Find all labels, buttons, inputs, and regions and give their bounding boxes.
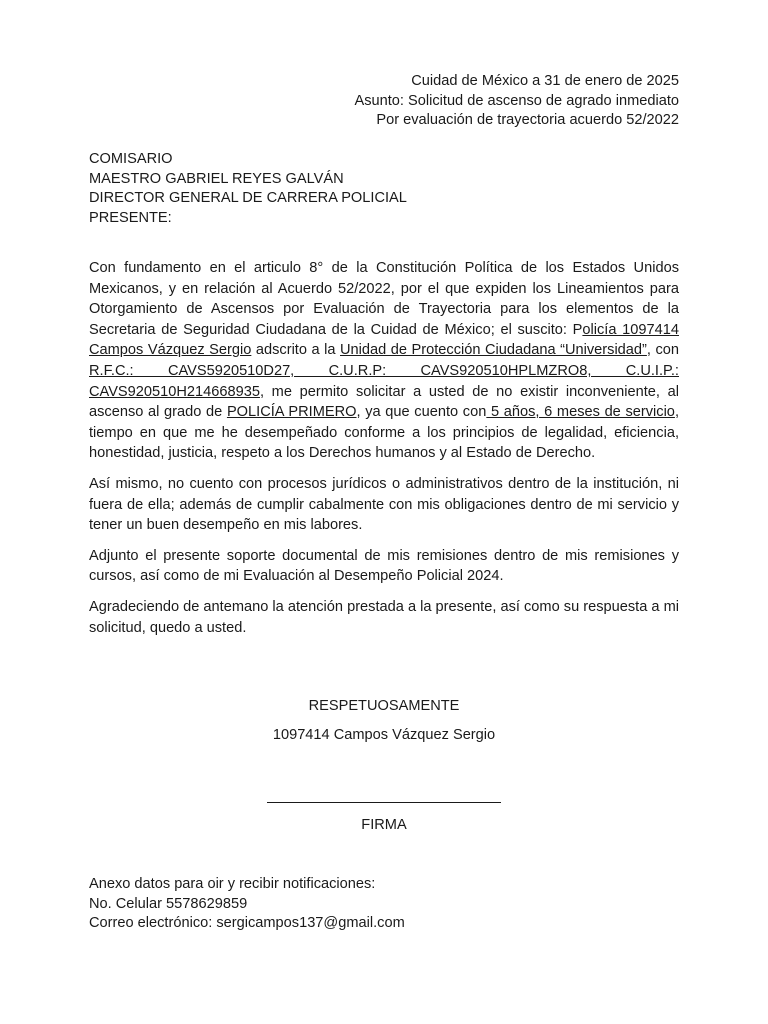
- annex-email: Correo electrónico: sergicampos137@gmail.com: [89, 915, 405, 931]
- reference-line: Por evaluación de trayectoria acuerdo 52/2022: [376, 112, 679, 128]
- request-text: , me permito solicitar a usted de no existir inconveniente, al ascenso al grado de: [89, 383, 679, 421]
- request-text: , tiempo en que me he desempeñado conforme a los principios de legalidad, eficiencia, honestidad, justicia, respeto a los Derechos humanos y al Estado de Derecho.: [89, 404, 679, 462]
- subject-line: Asunto: Solicitud de ascenso de agrado inmediato: [354, 92, 679, 109]
- annex-block: [89, 875, 679, 934]
- request-text: Con fundamento en el articulo 8° de la Constitución Política de los Estados Unidos Mexicanos, y en relación al Acuerdo 52/2022, por el que expiden los Lineamientos para Otorgamiento de Ascensos por Evaluación de Trayectoria para los elementos de la Secretaria de Seguridad Ciudadana de la Cuidad de México; el suscito: P: [89, 260, 679, 338]
- request-text: adscrito a la: [251, 342, 341, 359]
- letter-body: [89, 258, 679, 648]
- paragraph-thanks: Agradeciendo de antemano la atención prestada a la presente, así como su respuesta a mi solicitud, quedo a usted.: [89, 598, 679, 636]
- request-text: , ya que cuento con: [356, 404, 487, 421]
- addressee-name: MAESTRO GABRIEL REYES GALVÁN: [89, 170, 344, 187]
- officer-id-name: olicía 1097414 Campos Vázquez Sergio: [89, 321, 679, 359]
- annex-phone: No. Celular 5578629859: [89, 895, 248, 912]
- closing-salutation: RESPETUOSAMENTE: [308, 698, 460, 714]
- addressee-title: COMISARIO: [89, 151, 173, 167]
- addressee-position: DIRECTOR GENERAL DE CARRERA POLICIAL: [89, 190, 407, 206]
- signer-name: 1097414 Campos Vázquez Sergio: [272, 727, 496, 743]
- requested-rank: POLICÍA PRIMERO: [226, 404, 357, 421]
- service-time: 5 años, 6 meses de servicio: [486, 404, 675, 421]
- addressee-greeting: PRESENTE:: [89, 209, 172, 226]
- annex-intro: Anexo datos para oir y recibir notificaciones:: [89, 876, 376, 892]
- addressee-block: [89, 150, 679, 228]
- paragraph-request: [89, 258, 679, 464]
- letter-header: [179, 72, 679, 131]
- signature-label: FIRMA: [361, 817, 407, 833]
- signature-line: [267, 802, 501, 803]
- request-text: , con: [646, 342, 679, 359]
- date-line: Cuidad de México a 31 de enero de 2025: [411, 73, 679, 89]
- official-ids: R.F.C.: CAVS5920510D27, C.U.R.P: CAVS920510HPLMZRO8, C.U.I.P.: CAVS920510H214668935: [89, 362, 679, 400]
- paragraph-attachments: Adjunto el presente soporte documental de mis remisiones dentro de mis remisiones y cursos, así como de mi Evaluación al Desempeño Policial 2024.: [89, 547, 679, 585]
- assigned-unit: Unidad de Protección Ciudadana “Universidad”: [340, 342, 647, 359]
- paragraph-record: Así mismo, no cuento con procesos jurídicos o administrativos dentro de la institución, ni fuera de ella; además de cumplir cabalmente con mis obligaciones dentro de mi servicio y tener un buen desempeño en mis labores.: [89, 475, 679, 534]
